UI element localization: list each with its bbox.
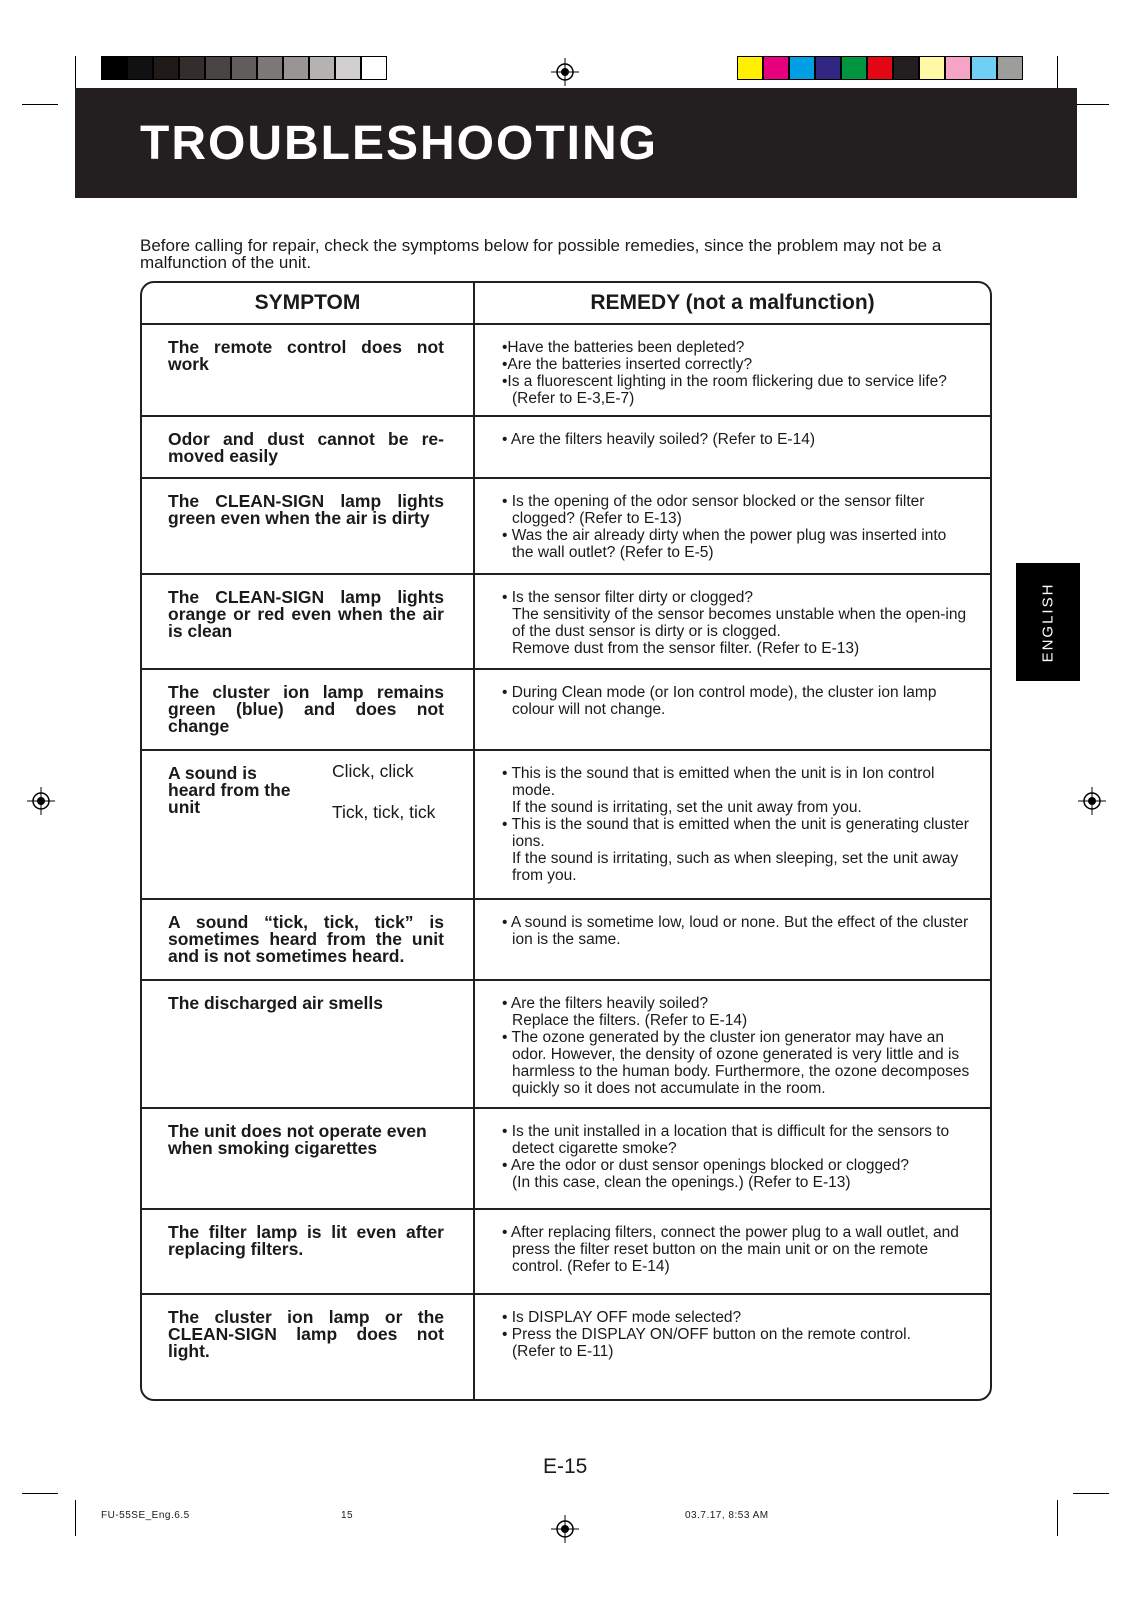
color-swatch xyxy=(763,56,789,80)
symptom-text: Odor and dust cannot be re-moved easily xyxy=(168,429,444,466)
crop-mark xyxy=(1057,1500,1058,1536)
color-swatch xyxy=(919,56,945,80)
page-title: TROUBLESHOOTING xyxy=(140,117,658,170)
language-tab xyxy=(1016,563,1080,681)
remedy-line: Remove dust from the sensor filter. (Refer to E-13) xyxy=(512,640,860,657)
table-header-row xyxy=(142,283,990,323)
remedy-line: • A sound is sometime low, loud or none. But the effect of the cluster ion is the same. xyxy=(502,914,969,948)
crop-mark xyxy=(22,104,58,105)
symptom-text: The cluster ion lamp remains green (blue) and does not change xyxy=(168,682,444,736)
remedy-line: • Are the filters heavily soiled? xyxy=(502,995,709,1012)
symptom-text: The CLEAN-SIGN lamp lights green even when the air is dirty xyxy=(168,491,444,528)
remedy-line: • Is the opening of the odor sensor blocked or the sensor filter clogged? (Refer to E-13) xyxy=(502,493,925,527)
remedy-text xyxy=(502,1224,970,1275)
color-swatch xyxy=(815,56,841,80)
remedy-line: • Is the unit installed in a location that is difficult for the sensors to detect cigarette smoke? xyxy=(502,1123,950,1157)
color-swatch xyxy=(153,56,179,80)
color-swatch xyxy=(257,56,283,80)
registration-mark-icon xyxy=(551,58,579,86)
remedy-line: •Is a fluorescent lighting in the room flickering due to service life? (Refer to E-3,E-7) xyxy=(502,373,947,407)
crop-mark xyxy=(75,1500,76,1536)
color-swatch xyxy=(205,56,231,80)
color-swatch xyxy=(283,56,309,80)
remedy-text xyxy=(502,765,970,884)
remedy-text xyxy=(502,1123,970,1191)
grayscale-swatch-bar xyxy=(101,56,387,80)
table-row xyxy=(142,749,990,898)
color-swatch xyxy=(737,56,763,80)
remedy-text xyxy=(502,684,970,718)
remedy-line: • Is the sensor filter dirty or clogged? xyxy=(502,589,753,606)
remedy-text xyxy=(502,493,970,561)
table-row xyxy=(142,323,990,415)
sound-kinds xyxy=(332,763,435,845)
remedy-line: • During Clean mode (or Ion control mode), the cluster ion lamp colour will not change. xyxy=(502,684,937,718)
remedy-line: • Are the filters heavily soiled? (Refer to E-14) xyxy=(502,431,815,448)
remedy-line: • Is DISPLAY OFF mode selected? xyxy=(502,1309,742,1326)
symptom-text: A sound “tick, tick, tick” is sometimes heard from the unit and is not sometimes heard. xyxy=(168,912,444,966)
color-swatch xyxy=(309,56,335,80)
color-swatch xyxy=(335,56,361,80)
crop-mark xyxy=(1073,104,1109,105)
registration-mark-icon xyxy=(27,787,55,815)
remedy-line: If the sound is irritating, set the unit away from you. xyxy=(512,799,862,816)
remedy-text xyxy=(502,1309,970,1360)
color-swatch-bar xyxy=(737,56,1023,80)
color-swatch xyxy=(231,56,257,80)
registration-mark-icon xyxy=(551,1515,579,1543)
language-tab-label: ENGLISH xyxy=(1039,582,1057,662)
troubleshooting-table xyxy=(140,281,992,1401)
sound-kind-label: Click, click xyxy=(332,761,414,781)
crop-mark xyxy=(1073,1493,1109,1494)
remedy-line: Replace the filters. (Refer to E-14) xyxy=(512,1012,748,1029)
intro-text: Before calling for repair, check the symptoms below for possible remedies, since the problem may not be a malfunction of the unit. xyxy=(140,236,942,272)
remedy-text xyxy=(502,589,970,657)
table-row xyxy=(142,1208,990,1293)
table-row xyxy=(142,898,990,979)
crop-mark xyxy=(1057,56,1058,92)
color-swatch xyxy=(361,56,387,80)
remedy-line: • This is the sound that is emitted when the unit is in Ion control mode. xyxy=(502,765,935,799)
color-swatch xyxy=(841,56,867,80)
remedy-line: (Refer to E-11) xyxy=(512,1343,614,1360)
table-row xyxy=(142,979,990,1107)
crop-mark xyxy=(22,1493,58,1494)
remedy-line: If the sound is irritating, such as when sleeping, set the unit away from you. xyxy=(512,850,959,884)
symptom-text: The remote control does not work xyxy=(168,337,444,374)
table-row xyxy=(142,1293,990,1401)
symptom-text: The filter lamp is lit even after replacing filters. xyxy=(168,1222,444,1259)
table-row xyxy=(142,573,990,668)
color-swatch xyxy=(867,56,893,80)
symptom-text: A sound is heard from the unit xyxy=(168,763,291,817)
color-swatch xyxy=(789,56,815,80)
color-swatch xyxy=(179,56,205,80)
remedy-line: • After replacing filters, connect the power plug to a wall outlet, and press the filter reset button on the main unit or on the remote control. (Refer to E-14) xyxy=(502,1224,959,1275)
footer-sheet-number: 15 xyxy=(341,1510,354,1521)
symptom-text: The discharged air smells xyxy=(168,993,383,1013)
symptom-column-header: SYMPTOM xyxy=(254,291,361,314)
footer-file-name: FU-55SE_Eng.6.5 xyxy=(101,1510,190,1521)
remedy-line: • This is the sound that is emitted when the unit is generating cluster ions. xyxy=(502,816,969,850)
remedy-text xyxy=(502,995,970,1097)
color-swatch xyxy=(101,56,127,80)
table-row xyxy=(142,415,990,477)
page-number: E-15 xyxy=(543,1455,588,1478)
remedy-line: The sensitivity of the sensor becomes unstable when the open-ing of the dust sensor is dirty or is clogged. xyxy=(512,606,967,640)
remedy-text xyxy=(502,431,970,448)
remedy-line: • Press the DISPLAY ON/OFF button on the remote control. xyxy=(502,1326,911,1343)
footer-timestamp: 03.7.17, 8:53 AM xyxy=(685,1510,769,1521)
remedy-line: •Are the batteries inserted correctly? xyxy=(502,356,753,373)
color-swatch xyxy=(971,56,997,80)
symptom-text: The unit does not operate even when smoking cigarettes xyxy=(168,1121,427,1158)
remedy-line: •Have the batteries been depleted? xyxy=(502,339,745,356)
sound-kind-label: Tick, tick, tick xyxy=(332,802,436,822)
remedy-column-header: REMEDY (not a malfunction) xyxy=(590,291,875,314)
remedy-line: • Are the odor or dust sensor openings blocked or clogged? xyxy=(502,1157,909,1174)
table-row xyxy=(142,1107,990,1208)
crop-mark xyxy=(75,56,76,92)
color-swatch xyxy=(893,56,919,80)
color-swatch xyxy=(997,56,1023,80)
color-swatch xyxy=(127,56,153,80)
registration-mark-icon xyxy=(1078,787,1106,815)
remedy-line: • The ozone generated by the cluster ion generator may have an odor. However, the density of ozone generated is very little and is harmless to the human body. Furthermore, the ozone decomposes quickly so it does not accumulate in the room. xyxy=(502,1029,970,1097)
table-row xyxy=(142,477,990,573)
remedy-text xyxy=(502,339,970,407)
symptom-text: The cluster ion lamp or the CLEAN-SIGN lamp does not light. xyxy=(168,1307,444,1361)
table-row xyxy=(142,668,990,749)
symptom-text: The CLEAN-SIGN lamp lights orange or red even when the air is clean xyxy=(168,587,444,641)
remedy-text xyxy=(502,914,970,948)
remedy-line: • Was the air already dirty when the power plug was inserted into the wall outlet? (Refer to E-5) xyxy=(502,527,947,561)
color-swatch xyxy=(945,56,971,80)
remedy-line: (In this case, clean the openings.) (Refer to E-13) xyxy=(512,1174,851,1191)
